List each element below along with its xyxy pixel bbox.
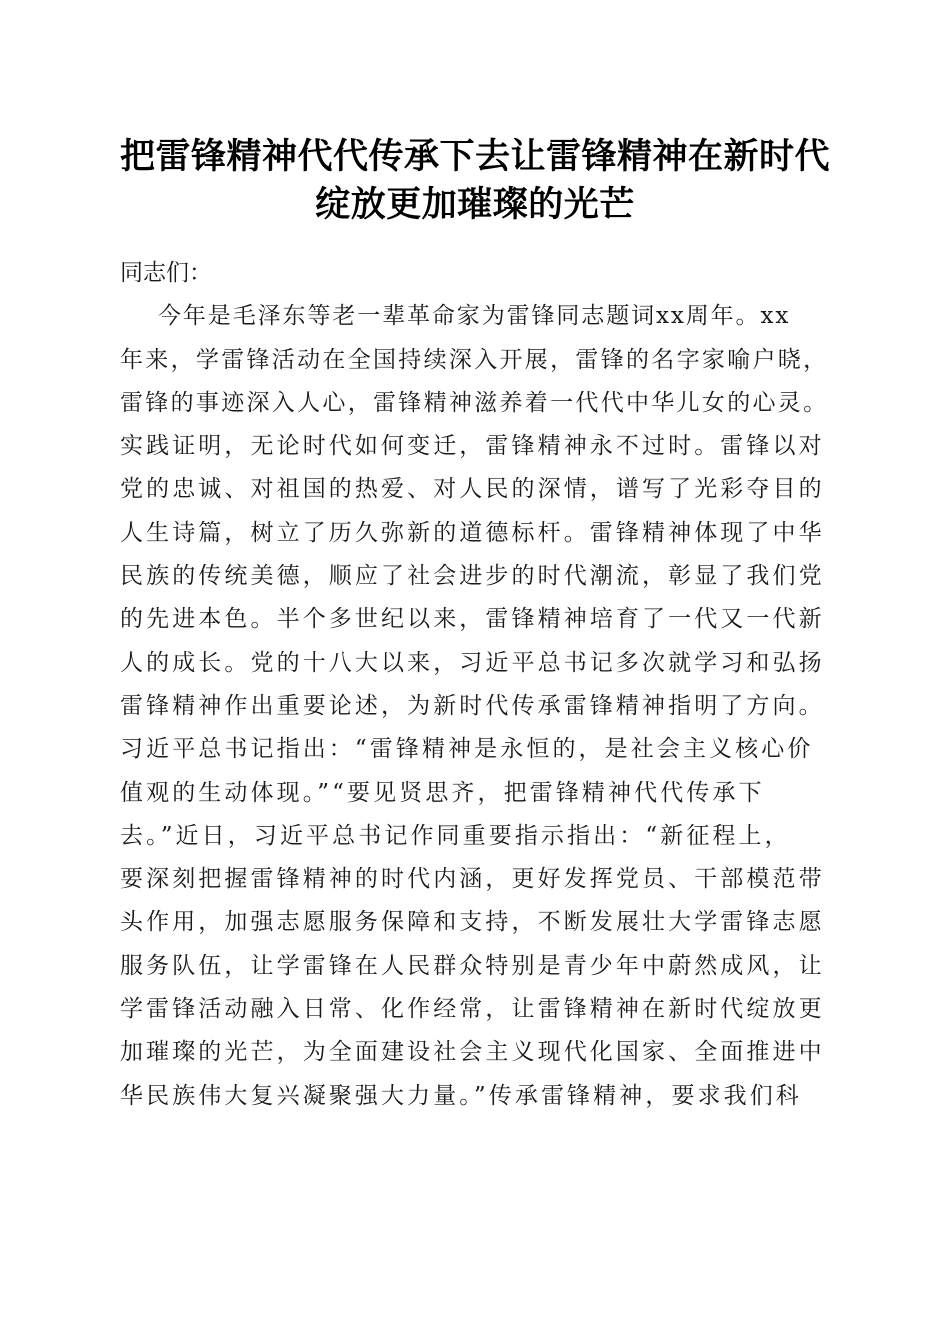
title-line-2: 绽放更加璀璨的光芒 bbox=[315, 184, 635, 225]
paragraph-line: 服务队伍，让学雷锋在人民群众特别是青少年中蔚然成风，让 bbox=[120, 952, 825, 979]
paragraph-line: 雷锋的事迹深入人心，雷锋精神滋养着一代代中华儿女的心灵。 bbox=[120, 389, 829, 416]
paragraph-line: 年来，学雷锋活动在全国持续深入开展，雷锋的名字家喻户晓， bbox=[120, 346, 829, 373]
paragraph-line: 今年是毛泽东等老一辈革命家为雷锋同志题词xx周年。xx bbox=[158, 303, 791, 330]
paragraph-line: 华民族伟大复兴凝聚强大力量。”传承雷锋精神，要求我们科 bbox=[120, 1082, 802, 1109]
greeting: 同志们： bbox=[120, 260, 212, 286]
paragraph bbox=[120, 295, 832, 1118]
document-body bbox=[120, 252, 832, 1118]
document-title bbox=[100, 133, 850, 229]
paragraph-line: 头作用，加强志愿服务保障和支持，不断发展壮大学雷锋志愿 bbox=[120, 909, 825, 936]
paragraph-line: 党的忠诚、对祖国的热爱、对人民的深情，谱写了光彩夺目的 bbox=[120, 476, 825, 503]
paragraph-line: 人的成长。党的十八大以来，习近平总书记多次就学习和弘扬 bbox=[120, 649, 825, 676]
paragraph-line: 要深刻把握雷锋精神的时代内涵，更好发挥党员、干部模范带 bbox=[120, 866, 825, 893]
paragraph-line: 雷锋精神作出重要论述，为新时代传承雷锋精神指明了方向。 bbox=[120, 692, 825, 719]
paragraph-line: 加璀璨的光芒，为全面建设社会主义现代化国家、全面推进中 bbox=[120, 1039, 825, 1066]
paragraph-line: 学雷锋活动融入日常、化作经常，让雷锋精神在新时代绽放更 bbox=[120, 996, 825, 1023]
paragraph-line: 值观的生动体现。”“要见贤思齐，把雷锋精神代代传承下 bbox=[120, 779, 765, 806]
paragraph-line: 习近平总书记指出：“雷锋精神是永恒的，是社会主义核心价 bbox=[120, 736, 814, 763]
paragraph-line: 实践证明，无论时代如何变迁，雷锋精神永不过时。雷锋以对 bbox=[120, 433, 825, 460]
paragraph-line: 去。”近日，习近平总书记作同重要指示指出：“新征程上， bbox=[120, 822, 791, 849]
paragraph-line: 人生诗篇，树立了历久弥新的道德标杆。雷锋精神体现了中华 bbox=[120, 519, 825, 546]
paragraph-line: 的先进本色。半个多世纪以来，雷锋精神培育了一代又一代新 bbox=[120, 606, 825, 633]
title-line-1: 把雷锋精神代代传承下去让雷锋精神在新时代 bbox=[119, 136, 830, 177]
paragraph-line: 民族的传统美德，顺应了社会进步的时代潮流，彰显了我们党 bbox=[120, 563, 825, 590]
